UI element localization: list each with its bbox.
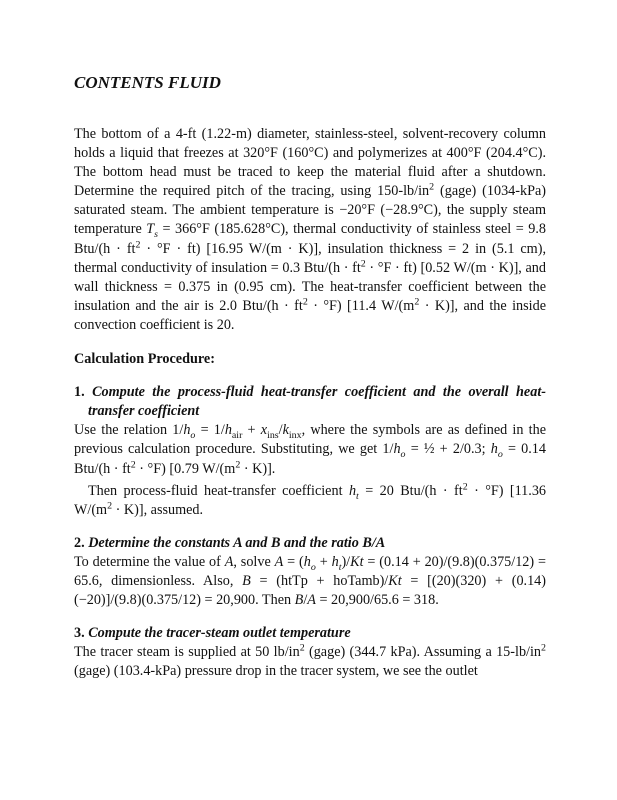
step-1-title-text: Compute the process-fluid heat-transfer coefficient and the overall heat-transfer coefficient (88, 384, 546, 420)
step-3-paragraph-1 (74, 643, 546, 681)
step-1-paragraph-2 (74, 482, 546, 520)
step-1-paragraph-1-text: Use the relation $1/h_o = 1/h_{air} + x_{ins}/k_{inx}$, where the symbols are as defined in the previous calculation procedure. Substituting, we get $1/h_o$ = ½ + 2/0.3; $h_o = 0.14$ $Btu/(h \cdot ft^2 \cdot ^\circ F)$ [0.79 $W/(m^2 \cdot K)$]. (74, 422, 546, 477)
intro-paragraph (74, 125, 546, 335)
step-2-title-text: Determine the constants A and B and the ratio B/A (88, 534, 386, 551)
step-1 (74, 383, 546, 520)
step-2-title: 2. Determine the constants A and B and the ratio B/A (74, 534, 386, 551)
step-2 (74, 534, 546, 610)
step-3 (74, 624, 546, 681)
step-1-paragraph-1 (74, 421, 546, 478)
step-2-paragraph-1-text: To determine the value of A, solve $A = (h_o + h_t)/Kt = (0.14 + 20)/(9.8)(0.375/12) = 65.6$, dimensionless. Also, B = (htTp + hoTamb)/Kt = [(20)(320) + (0.14)(−20)]/(9.8)(0.375/12) = 20,900. Then B/A = 20,900/65.6 = 318. (74, 553, 546, 609)
intro-text: The bottom of a 4-ft (1.22-m) diameter, stainless-steel, solvent-recovery column holds a liquid that freezes at 320°F (160°C) and polymerizes at 400°F (204.4°C). The bottom head must be traced to keep the material fluid after a shutdown. Determine the required pitch of the tracing, using $150-lb/in^2$ (gage) (1034-kPa) saturated steam. The ambient temperature is −20°F (−28.9°C), the supply steam temperature $T_s = 366^\circ F$ (185.628°C), thermal conductivity of stainless steel = 9.8 $Btu/(h \cdot ft^2 \cdot ^\circ F \cdot ft)$ [16.95 W/(m · K)], insulation thickness = 2 in (5.1 cm), thermal conductivity of insulation = 0.3 $Btu/(h \cdot ft^2 \cdot ^\circ F \cdot ft)$ [0.52 W/(m · K)], and wall thickness = 0.375 in (0.95 cm). The heat-transfer coefficient between the insulation and the air is 2.0 $Btu/(h \cdot ft^2 \cdot ^\circ F)$ [11.4 $W/(m^2 \cdot K)$], and the inside convection coefficient is 20. (74, 126, 546, 333)
document-title: CONTENTS FLUID (74, 73, 221, 92)
step-3-title: 3. Compute the tracer-steam outlet temperature (74, 625, 351, 642)
step-1-paragraph-2-text: Then process-fluid heat-transfer coefficient $h_t = 20$ $Btu/(h \cdot ft^2 \cdot ^\circ F)$ [11.36 $W/(m^2 \cdot K)$], assumed. (74, 480, 547, 518)
step-2-paragraph-1 (74, 553, 546, 610)
step-1-title: 1. Compute the process-fluid heat-transfer coefficient and the overall heat-transfer coefficient (74, 384, 546, 420)
step-3-paragraph-1-text: The tracer steam is supplied at 50 $lb/in^2$ (gage) (344.7 kPa). Assuming a $15-lb/in^2$ (gage) (103.4-kPa) pressure drop in the tracer system, we see the outlet (74, 642, 546, 680)
document-page (74, 72, 546, 681)
step-3-title-text: Compute the tracer-steam outlet temperature (88, 625, 351, 642)
procedure-heading: Calculation Procedure: (74, 351, 215, 368)
